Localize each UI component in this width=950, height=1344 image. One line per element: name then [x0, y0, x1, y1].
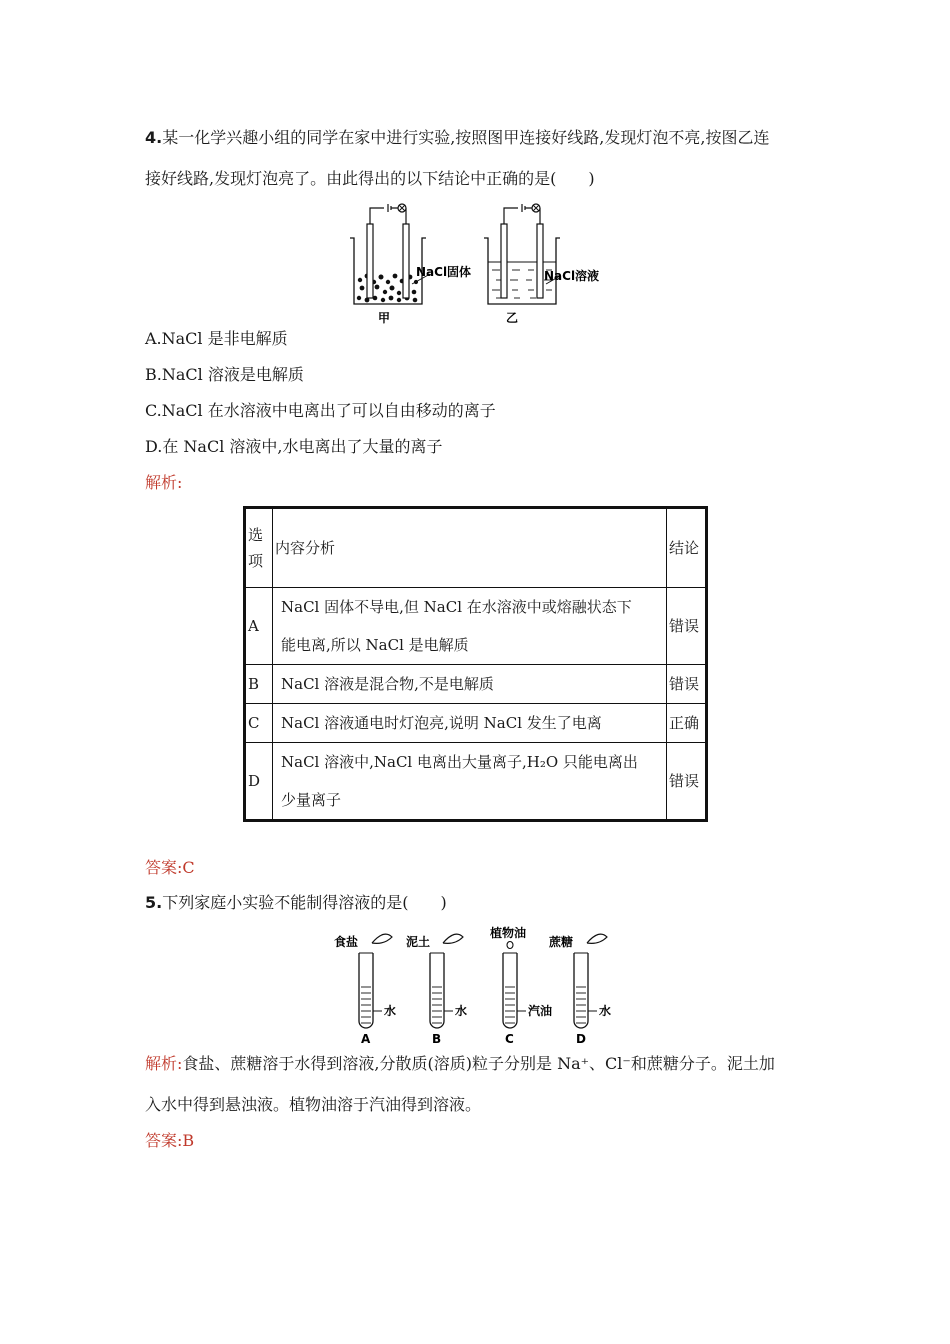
svg-text:植物油: 植物油	[490, 926, 527, 940]
svg-text:水: 水	[599, 1004, 612, 1018]
svg-text:D: D	[576, 1032, 586, 1046]
svg-text:汽油: 汽油	[528, 1004, 553, 1018]
caption-b: 乙	[506, 311, 519, 325]
q4-option-a: A.NaCl 是非电解质	[145, 329, 288, 348]
q5-stem: 5.下列家庭小实验不能制得溶液的是( )	[145, 893, 447, 912]
q4-analysis-label: 解析:	[145, 473, 183, 492]
analysis-table	[243, 506, 708, 822]
q5-answer: 答案:B	[145, 1131, 195, 1150]
header-option: 选 项	[245, 508, 273, 588]
table-header-row	[245, 508, 707, 588]
tube-c	[503, 942, 526, 1029]
q5-analysis-line1: 解析:食盐、蔗糖溶于水得到溶液,分散质(溶质)粒子分别是 Na⁺、Cl⁻和蔗糖分子。泥土加	[145, 1054, 775, 1073]
q4-number: 4.	[145, 128, 163, 147]
q4-option-d: D.在 NaCl 溶液中,水电离出了大量的离子	[145, 437, 443, 456]
beaker-b	[484, 204, 560, 304]
table-row: B NaCl 溶液是混合物,不是电解质 错误	[245, 665, 707, 704]
label-a: NaCl固体	[416, 265, 472, 279]
svg-text:泥土: 泥土	[406, 935, 431, 949]
table-row: D NaCl 溶液中,NaCl 电离出大量离子,H₂O 只能电离出 少量离子 错误	[245, 743, 707, 821]
caption-a: 甲	[378, 311, 391, 325]
q4-stem-line1: 4.某一化学兴趣小组的同学在家中进行实验,按照图甲连接好线路,发现灯泡不亮,按图乙连	[145, 128, 770, 147]
beaker-a	[350, 204, 430, 304]
q4-option-c: C.NaCl 在水溶液中电离出了可以自由移动的离子	[145, 401, 496, 420]
q5-analysis-line2: 入水中得到悬浊液。植物油溶于汽油得到溶液。	[145, 1095, 482, 1114]
header-result: 结论	[667, 508, 707, 588]
svg-text:A: A	[361, 1032, 371, 1046]
svg-text:水: 水	[455, 1004, 468, 1018]
svg-text:水: 水	[384, 1004, 397, 1018]
q5-number: 5.	[145, 893, 163, 912]
q4-answer: 答案:C	[145, 858, 195, 877]
q4-option-b: B.NaCl 溶液是电解质	[145, 365, 304, 384]
svg-text:食盐: 食盐	[334, 935, 359, 949]
header-content: 内容分析	[273, 508, 667, 588]
label-b: NaCl溶液	[544, 269, 600, 283]
table-row: C NaCl 溶液通电时灯泡亮,说明 NaCl 发生了电离 正确	[245, 704, 707, 743]
svg-text:蔗糖: 蔗糖	[549, 935, 574, 949]
svg-text:B: B	[432, 1032, 442, 1046]
q5-tubes-figure	[332, 925, 622, 1050]
q4-circuit-figure	[340, 196, 620, 326]
q4-stem-line2: 接好线路,发现灯泡亮了。由此得出的以下结论中正确的是( )	[145, 169, 595, 188]
q5-analysis-label: 解析:	[145, 1054, 183, 1073]
svg-text:C: C	[505, 1032, 514, 1046]
table-row: A NaCl 固体不导电,但 NaCl 在水溶液中或熔融状态下 能电离,所以 NaCl 是电解质 错误	[245, 588, 707, 665]
